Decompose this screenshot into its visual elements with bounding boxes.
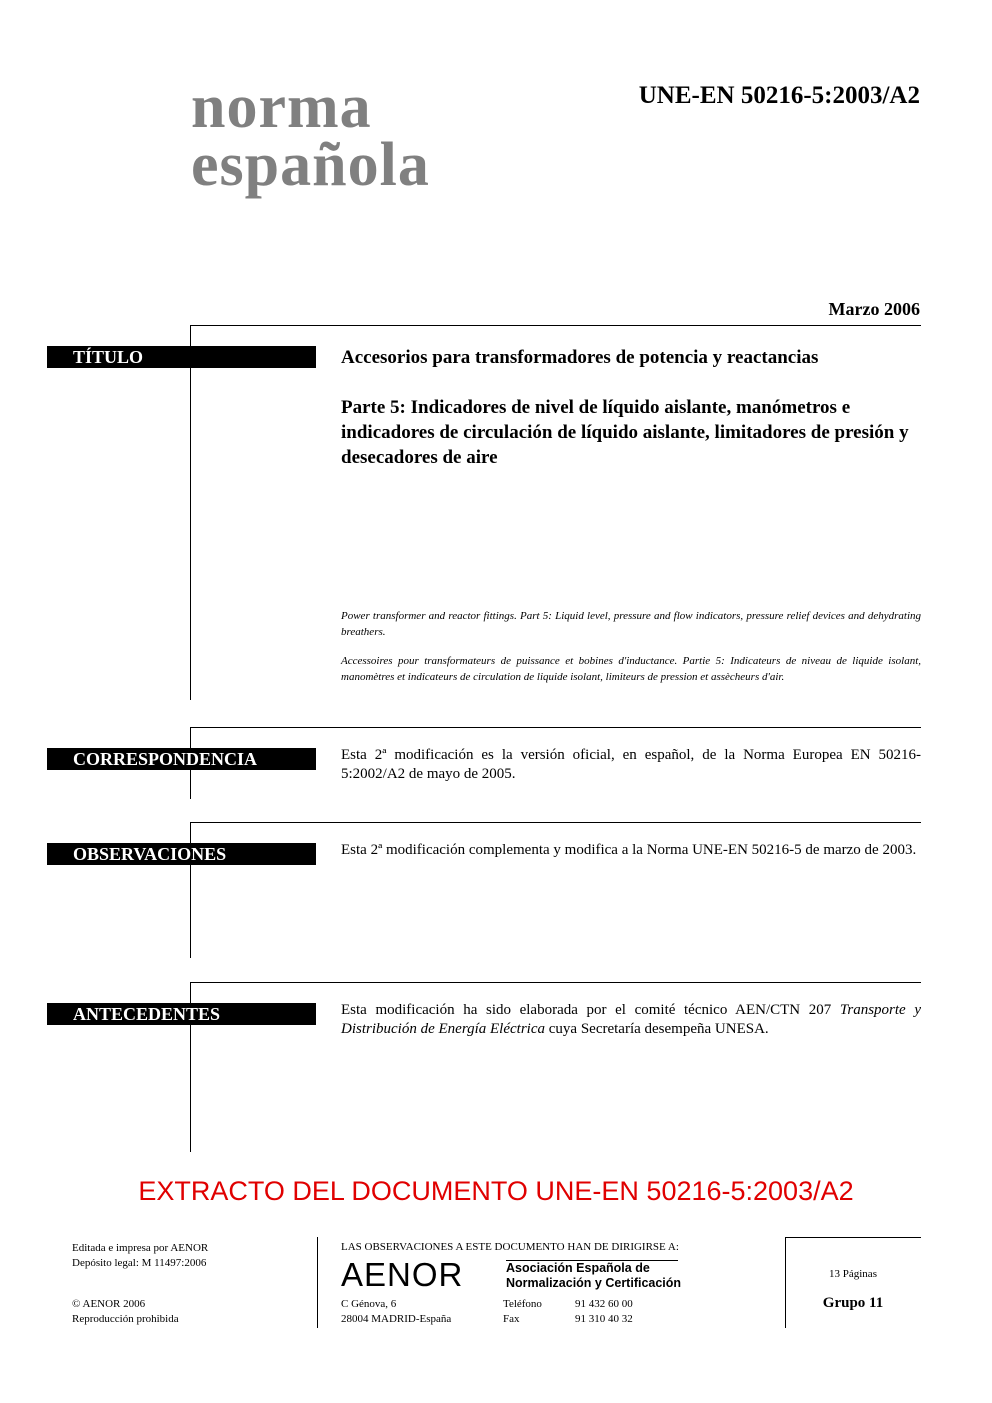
title-english: Power transformer and reactor fittings. Part 5: Liquid level, pressure and flow indicators, pressure relief devices and dehydrating breathers. <box>341 610 921 638</box>
contact-values <box>575 1297 633 1327</box>
antecedentes-text-start: Esta modificación ha sido elaborada por el comité técnico AEN/CTN 207 <box>341 1002 840 1018</box>
title-part: Parte 5: Indicadores de nivel de líquido aislante, manómetros e indicadores de circulación de líquido aislante, limitadores de presión y desecadores de aire <box>341 397 909 468</box>
fax-value: 91 310 40 32 <box>575 1313 633 1325</box>
observaciones-text: Esta 2ª modificación complementa y modifica a la Norma UNE-EN 50216-5 de marzo de 2003. <box>341 842 917 858</box>
correspondencia-top-rule <box>190 727 921 728</box>
copyright: © AENOR 2006 <box>72 1298 146 1310</box>
title-main: Accesorios para transformadores de potencia y reactancias <box>341 347 819 368</box>
titulo-top-rule <box>190 325 921 326</box>
brand-line-2: española <box>191 131 430 199</box>
pages-box-vertical-rule <box>785 1237 786 1328</box>
telephone-value: 91 432 60 00 <box>575 1298 633 1310</box>
extract-notice: EXTRACTO DEL DOCUMENTO UNE-EN 50216-5:2003/A2 <box>138 1176 854 1206</box>
titulo-vertical-rule <box>190 325 191 700</box>
reproduction-notice: Reproducción prohibida <box>72 1313 179 1325</box>
price-group: Grupo 11 <box>822 1295 884 1311</box>
edited-by: Editada e impresa por AENOR <box>72 1242 209 1254</box>
antecedentes-text-end: cuya Secretaría desempeña UNESA. <box>545 1021 769 1037</box>
committee-name: Transporte y Distribución de Energía Eléctrica <box>341 1002 921 1037</box>
contact-labels <box>503 1297 542 1327</box>
address-city: 28004 MADRID-España <box>341 1313 452 1325</box>
observaciones-top-rule <box>190 822 921 823</box>
aenor-logo: AENOR <box>341 1256 464 1293</box>
standard-code: UNE-EN 50216-5:2003/A2 <box>638 82 920 109</box>
fax-label: Fax <box>503 1313 520 1325</box>
antecedentes-label: ANTECEDENTES <box>47 1003 316 1025</box>
aenor-address <box>341 1297 451 1327</box>
correspondencia-text: Esta 2ª modificación es la versión oficial, en español, de la Norma Europea EN 50216-5:2002/A2 de mayo de 2005. <box>341 747 921 782</box>
aenor-association <box>506 1261 681 1291</box>
telephone-label: Teléfono <box>503 1298 542 1310</box>
footer-copyright-info <box>72 1297 179 1327</box>
association-line-1: Asociación Española de <box>506 1261 650 1275</box>
correspondencia-label: CORRESPONDENCIA <box>47 748 316 770</box>
publication-date: Marzo 2006 <box>828 299 920 319</box>
antecedentes-top-rule <box>190 982 921 983</box>
title-french: Accessoires pour transformateurs de puissance et bobines d'inductance. Partie 5: Indicateurs de niveau de liquide isolant, manomètres et indicateurs de circulation de liquide isolant, limiteurs de pression et assècheurs d'air. <box>341 655 921 683</box>
footer-edition-info <box>72 1241 208 1271</box>
brand-line-1: norma <box>191 73 372 141</box>
page-count: 13 Páginas <box>829 1268 877 1280</box>
norma-espanola-brand <box>191 73 430 199</box>
footer-divider-left <box>317 1237 318 1328</box>
observaciones-label: OBSERVACIONES <box>47 843 316 865</box>
association-line-2: Normalización y Certificación <box>506 1276 682 1290</box>
deposito-legal: Depósito legal: M 11497:2006 <box>72 1257 207 1269</box>
address-street: C Génova, 6 <box>341 1298 397 1310</box>
antecedentes-text <box>341 1001 921 1039</box>
pages-box-top-rule <box>785 1237 921 1238</box>
observations-address-heading: LAS OBSERVACIONES A ESTE DOCUMENTO HAN DE DIRIGIRSE A: <box>341 1241 679 1253</box>
titulo-label: TÍTULO <box>47 346 316 368</box>
